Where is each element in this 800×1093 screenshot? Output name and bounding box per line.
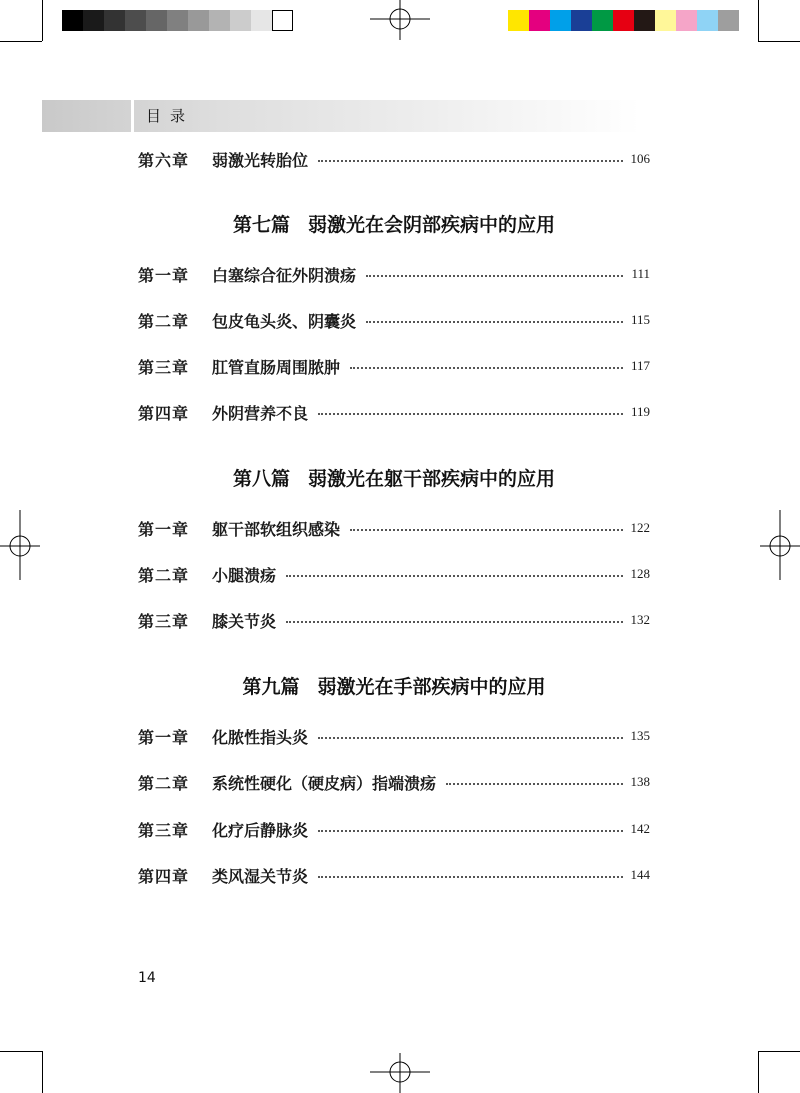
toc-entry[interactable] [138,516,650,540]
header-divider [131,100,134,132]
dot-leader [318,737,622,739]
chapter-title: 小腿溃疡 [212,565,277,585]
part-title: 弱激光在躯干部疾病中的应用 [308,468,556,490]
toc-entry[interactable] [138,770,650,794]
gray-swatch [167,10,188,31]
chapter-title: 躯干部软组织感染 [212,519,341,539]
dot-leader [366,321,623,323]
chapter-title: 化脓性指头炎 [212,727,309,747]
registration-mark-bottom-icon [370,1053,430,1093]
chapter-number: 第二章 [138,565,190,585]
chapter-title: 白塞综合征外阴溃疡 [212,265,357,285]
chapter-title: 化疗后静脉炎 [212,820,309,840]
chapter-title: 外阴营养不良 [212,403,309,423]
gray-swatch [146,10,167,31]
color-swatch [676,10,697,31]
chapter-title: 膝关节炎 [212,611,277,631]
registration-mark-top-icon [370,0,430,40]
gray-swatch [251,10,272,31]
color-swatch [529,10,550,31]
chapter-title: 类风湿关节炎 [212,866,309,886]
dot-leader [286,575,622,577]
chapter-number: 第四章 [138,403,190,423]
dot-leader [318,830,622,832]
part-title: 弱激光在会阴部疾病中的应用 [308,214,556,236]
chapter-title: 肛管直肠周围脓肿 [212,357,341,377]
toc-entry[interactable] [138,400,650,424]
dot-leader [318,160,622,162]
chapter-page-number: 119 [630,404,650,419]
chapter-page-number: 115 [630,312,650,327]
dot-leader [446,783,622,785]
part-heading [138,464,650,491]
page-number: 14 [138,970,156,986]
toc-entry[interactable] [138,308,650,332]
chapter-number: 第三章 [138,357,190,377]
gray-swatch [104,10,125,31]
chapter-number: 第一章 [138,727,190,747]
chapter-number: 第六章 [138,150,190,170]
chapter-number: 第三章 [138,611,190,631]
chapter-page-number: 132 [630,612,650,627]
part-number: 第八篇 [232,468,290,490]
chapter-number: 第四章 [138,866,190,886]
gray-swatch [62,10,83,31]
chapter-page-number: 138 [630,774,650,789]
toc-entry[interactable] [138,562,650,586]
part-number: 第七篇 [232,214,290,236]
color-swatch [571,10,592,31]
chapter-page-number: 135 [630,728,650,743]
color-calibration-bar [508,10,739,31]
chapter-title: 包皮龟头炎、阴囊炎 [212,311,357,331]
part-number: 第九篇 [242,676,300,698]
toc-entry[interactable] [138,817,650,841]
registration-mark-left-icon [0,510,40,580]
chapter-title: 弱激光转胎位 [212,150,309,170]
color-swatch [634,10,655,31]
toc-entry[interactable] [138,608,650,632]
chapter-page-number: 117 [630,358,650,373]
chapter-page-number: 122 [630,520,650,535]
color-swatch [613,10,634,31]
toc-entry[interactable] [138,863,650,887]
toc-entry[interactable] [138,354,650,378]
dot-leader [318,413,623,415]
chapter-number: 第二章 [138,773,190,793]
part-title: 弱激光在手部疾病中的应用 [317,676,546,698]
dot-leader [350,367,623,369]
color-swatch [592,10,613,31]
chapter-number: 第二章 [138,311,190,331]
chapter-page-number: 128 [630,566,650,581]
gray-swatch [272,10,293,31]
toc-entry[interactable] [138,147,650,171]
chapter-title: 系统性硬化（硬皮病）指端溃疡 [212,773,437,793]
color-swatch [550,10,571,31]
chapter-page-number: 142 [630,821,650,836]
chapter-number: 第一章 [138,265,190,285]
toc-entry[interactable] [138,262,650,286]
chapter-page-number: 111 [631,266,650,281]
gray-swatch [230,10,251,31]
dot-leader [286,621,622,623]
gray-swatch [83,10,104,31]
color-swatch [697,10,718,31]
gray-swatch [209,10,230,31]
dot-leader [350,529,622,531]
gray-swatch [125,10,146,31]
dot-leader [318,876,622,878]
color-swatch [508,10,529,31]
running-header-title: 目录 [146,107,195,125]
dot-leader [366,275,623,277]
chapter-number: 第三章 [138,820,190,840]
toc-entry[interactable] [138,724,650,748]
grayscale-calibration-bar [62,10,293,31]
color-swatch [655,10,676,31]
color-swatch [718,10,739,31]
gray-swatch [188,10,209,31]
chapter-page-number: 106 [630,151,650,166]
part-heading [138,672,650,699]
part-heading [138,210,650,237]
chapter-page-number: 144 [630,867,650,882]
chapter-number: 第一章 [138,519,190,539]
registration-mark-right-icon [760,510,800,580]
